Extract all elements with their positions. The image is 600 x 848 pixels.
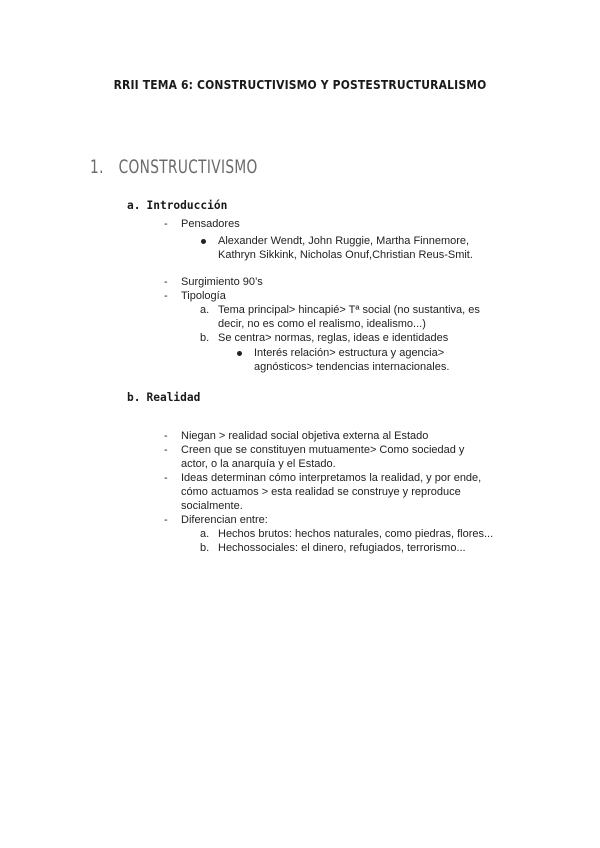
realidad-item-3-line-2: cómo actuamos > esta realidad se construye y reproduce (181, 486, 461, 498)
dash-marker: - (164, 218, 168, 230)
list-item-pensadores: Pensadores (181, 218, 240, 230)
section-heading (90, 156, 258, 178)
dash-marker: - (164, 290, 168, 302)
subsection-label: b. (127, 391, 141, 404)
sublist-label: a. (200, 304, 210, 316)
subsection-realidad (127, 391, 200, 404)
list-item-surgimiento: Surgimiento 90’s (181, 276, 263, 288)
list-item-tipologia: Tipología (181, 290, 226, 302)
sublist-label: b. (200, 332, 210, 344)
realidad-item-1: Niegan > realidad social objetiva externa al Estado (181, 430, 429, 442)
bullet-icon (201, 239, 206, 244)
dash-marker: - (164, 276, 168, 288)
realidad-item-2-line-1: Creen que se constituyen mutuamente> Como sociedad y (181, 444, 465, 456)
tipologia-a-line-1: Tema principal> hincapié> Tª social (no sustantiva, es (218, 304, 480, 316)
diferencia-b: Hechossociales: el dinero, refugiados, terrorismo... (218, 542, 466, 554)
document-title: RRII TEMA 6: CONSTRUCTIVISMO Y POSTESTRUCTURALISMO (113, 77, 487, 92)
realidad-item-2-line-2: actor, o la anarquía y el Estado. (181, 458, 336, 470)
dash-marker: - (164, 430, 168, 442)
realidad-item-3-line-1: Ideas determinan cómo interpretamos la realidad, y por ende, (181, 472, 482, 484)
dash-marker: - (164, 514, 168, 526)
sublist-label: a. (200, 528, 210, 540)
authors-line-2: Kathryn Sikkink, Nicholas Onuf,Christian Reus-Smit. (218, 249, 473, 261)
interes-line-1: Interés relación> estructura y agencia> (254, 347, 445, 359)
bullet-icon (237, 351, 242, 356)
subsection-title: Introducción (146, 199, 228, 212)
diferencia-a: Hechos brutos: hechos naturales, como piedras, flores... (218, 528, 494, 540)
subsection-title: Realidad (146, 391, 201, 404)
subsection-label: a. (127, 199, 141, 212)
interes-line-2: agnósticos> tendencias internacionales. (254, 361, 450, 373)
tipologia-b: Se centra> normas, reglas, ideas e identidades (218, 332, 449, 344)
realidad-item-3-line-3: socialmente. (181, 500, 243, 512)
realidad-item-4: Diferencian entre: (181, 514, 268, 526)
section-number: 1. (90, 156, 104, 178)
dash-marker: - (164, 472, 168, 484)
dash-marker: - (164, 444, 168, 456)
sublist-label: b. (200, 542, 210, 554)
tipologia-a-line-2: decir, no es como el realismo, idealismo...) (218, 318, 426, 330)
authors-line-1: Alexander Wendt, John Ruggie, Martha Finnemore, (218, 235, 470, 247)
section-title: CONSTRUCTIVISMO (118, 156, 258, 178)
subsection-introduccion (127, 199, 227, 212)
